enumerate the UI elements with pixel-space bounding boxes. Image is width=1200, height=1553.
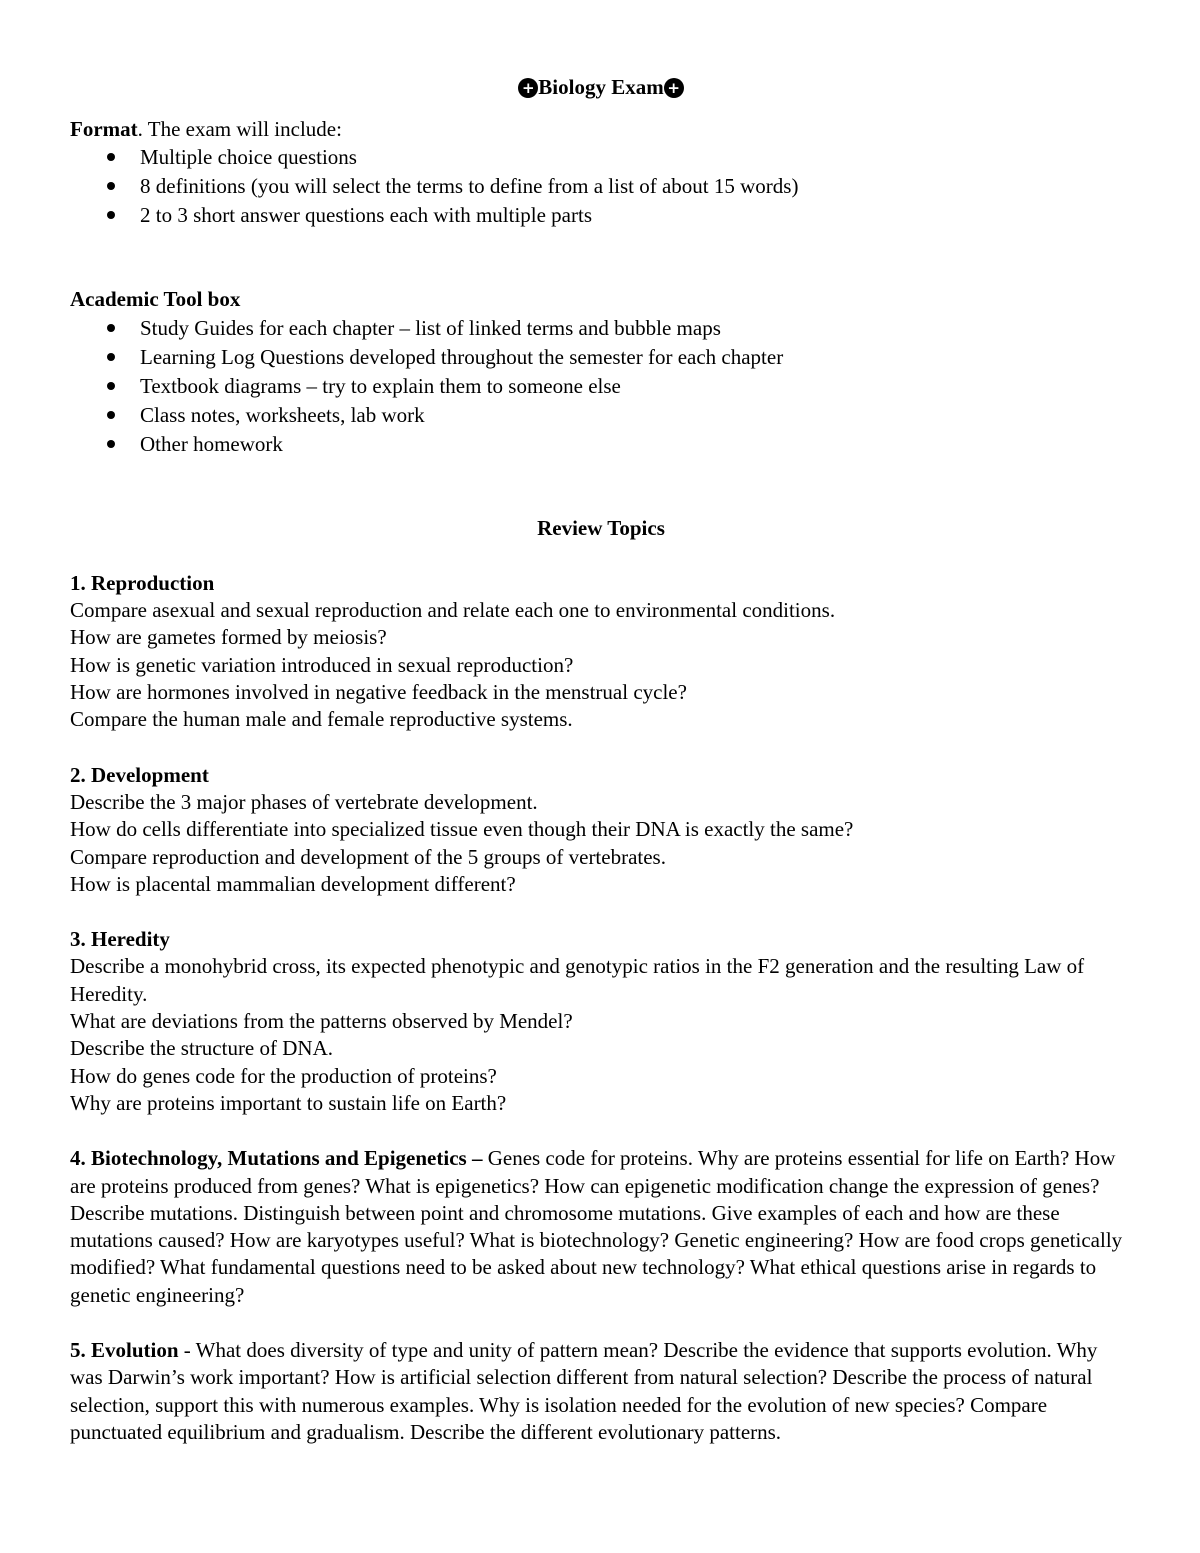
format-label: Format bbox=[70, 117, 138, 141]
spacer bbox=[70, 230, 1132, 286]
list-item: Multiple choice questions bbox=[140, 143, 1132, 172]
topic-line: How do cells differentiate into specialized tissue even though their DNA is exactly the same? bbox=[70, 817, 854, 842]
list-item: Other homework bbox=[140, 430, 1132, 459]
format-intro: . The exam will include: bbox=[137, 117, 342, 141]
review-topics-title: Review Topics bbox=[537, 515, 665, 540]
plus-circle-icon: + bbox=[664, 78, 684, 98]
topic-separator: – bbox=[466, 1146, 488, 1171]
format-list bbox=[70, 143, 1132, 230]
toolbox-heading: Academic Tool box bbox=[70, 287, 241, 312]
topic-line: Describe the 3 major phases of vertebrate development. bbox=[70, 789, 538, 814]
list-item: Study Guides for each chapter – list of linked terms and bubble maps bbox=[140, 314, 1132, 343]
spacer bbox=[70, 1309, 1132, 1337]
topic-line: How is placental mammalian development different? bbox=[70, 871, 516, 896]
document-title: Biology Exam bbox=[538, 75, 664, 99]
topic-line: Why are proteins important to sustain life on Earth? bbox=[70, 1090, 507, 1115]
plus-circle-icon: + bbox=[518, 78, 538, 98]
spacer bbox=[70, 1117, 1132, 1145]
document-page bbox=[70, 72, 1132, 1446]
topic-evolution bbox=[70, 1337, 1132, 1446]
topic-line: Describe the structure of DNA. bbox=[70, 1036, 333, 1061]
topic-paragraph bbox=[70, 1337, 1132, 1446]
document-title-row bbox=[70, 72, 1132, 102]
topic-text: Genes code for proteins. Why are proteins essential for life on Earth? How are proteins produced from genes? What is epigenetics? How can epigenetic modification change the expression of genes? Describe mutations. Distinguish between point and chromosome mutations. Give examples of each and how are these mutations caused? How are karyotypes useful? What is biotechnology? Genetic engineering? How are food crops genetically modified? What fundamental questions need to be asked about new technology? What ethical questions arise in regards to genetic engineering? bbox=[70, 1146, 1123, 1307]
list-item: 2 to 3 short answer questions each with multiple parts bbox=[140, 201, 1132, 230]
topic-reproduction bbox=[70, 570, 1132, 734]
topic-paragraph bbox=[70, 1145, 1132, 1309]
topic-line: What are deviations from the patterns observed by Mendel? bbox=[70, 1009, 573, 1034]
list-item: 8 definitions (you will select the terms to define from a list of about 15 words) bbox=[140, 172, 1132, 201]
topic-development bbox=[70, 762, 1132, 898]
topic-heading: 4. Biotechnology, Mutations and Epigenetics bbox=[70, 1146, 467, 1171]
topic-line: How are gametes formed by meiosis? bbox=[70, 625, 387, 650]
topic-line: Compare asexual and sexual reproduction and relate each one to environmental conditions. bbox=[70, 598, 836, 623]
topic-line: How do genes code for the production of proteins? bbox=[70, 1063, 497, 1088]
list-item: Learning Log Questions developed throughout the semester for each chapter bbox=[140, 343, 1132, 372]
spacer bbox=[70, 898, 1132, 926]
topic-line: How is genetic variation introduced in sexual reproduction? bbox=[70, 652, 574, 677]
spacer bbox=[70, 734, 1132, 762]
topic-line: Describe a monohybrid cross, its expected phenotypic and genotypic ratios in the F2 generation and the resulting Law of Heredity. bbox=[70, 954, 1085, 1006]
topic-heading: 1. Reproduction bbox=[70, 570, 215, 595]
topic-heading: 3. Heredity bbox=[70, 927, 170, 952]
list-item: Class notes, worksheets, lab work bbox=[140, 401, 1132, 430]
topic-line: Compare reproduction and development of the 5 groups of vertebrates. bbox=[70, 844, 666, 869]
topic-line: How are hormones involved in negative feedback in the menstrual cycle? bbox=[70, 680, 687, 705]
topic-separator: - bbox=[178, 1338, 196, 1363]
topic-text: What does diversity of type and unity of pattern mean? Describe the evidence that supports evolution. Why was Darwin’s work important? How is artificial selection different from natural selection? Describe the process of natural selection, support this with numerous examples. Why is isolation needed for the evolution of new species? Compare punctuated equilibrium and gradualism. Describe the different evolutionary patterns. bbox=[70, 1338, 1098, 1444]
topic-heading: 5. Evolution bbox=[70, 1338, 179, 1363]
spacer bbox=[70, 542, 1132, 570]
topic-line: Compare the human male and female reproductive systems. bbox=[70, 707, 573, 732]
spacer bbox=[70, 459, 1132, 515]
topic-heading: 2. Development bbox=[70, 762, 209, 787]
topic-biotechnology bbox=[70, 1145, 1132, 1309]
list-item: Textbook diagrams – try to explain them to someone else bbox=[140, 372, 1132, 401]
toolbox-list bbox=[70, 314, 1132, 459]
format-paragraph bbox=[70, 116, 1132, 143]
topic-heredity bbox=[70, 926, 1132, 1117]
